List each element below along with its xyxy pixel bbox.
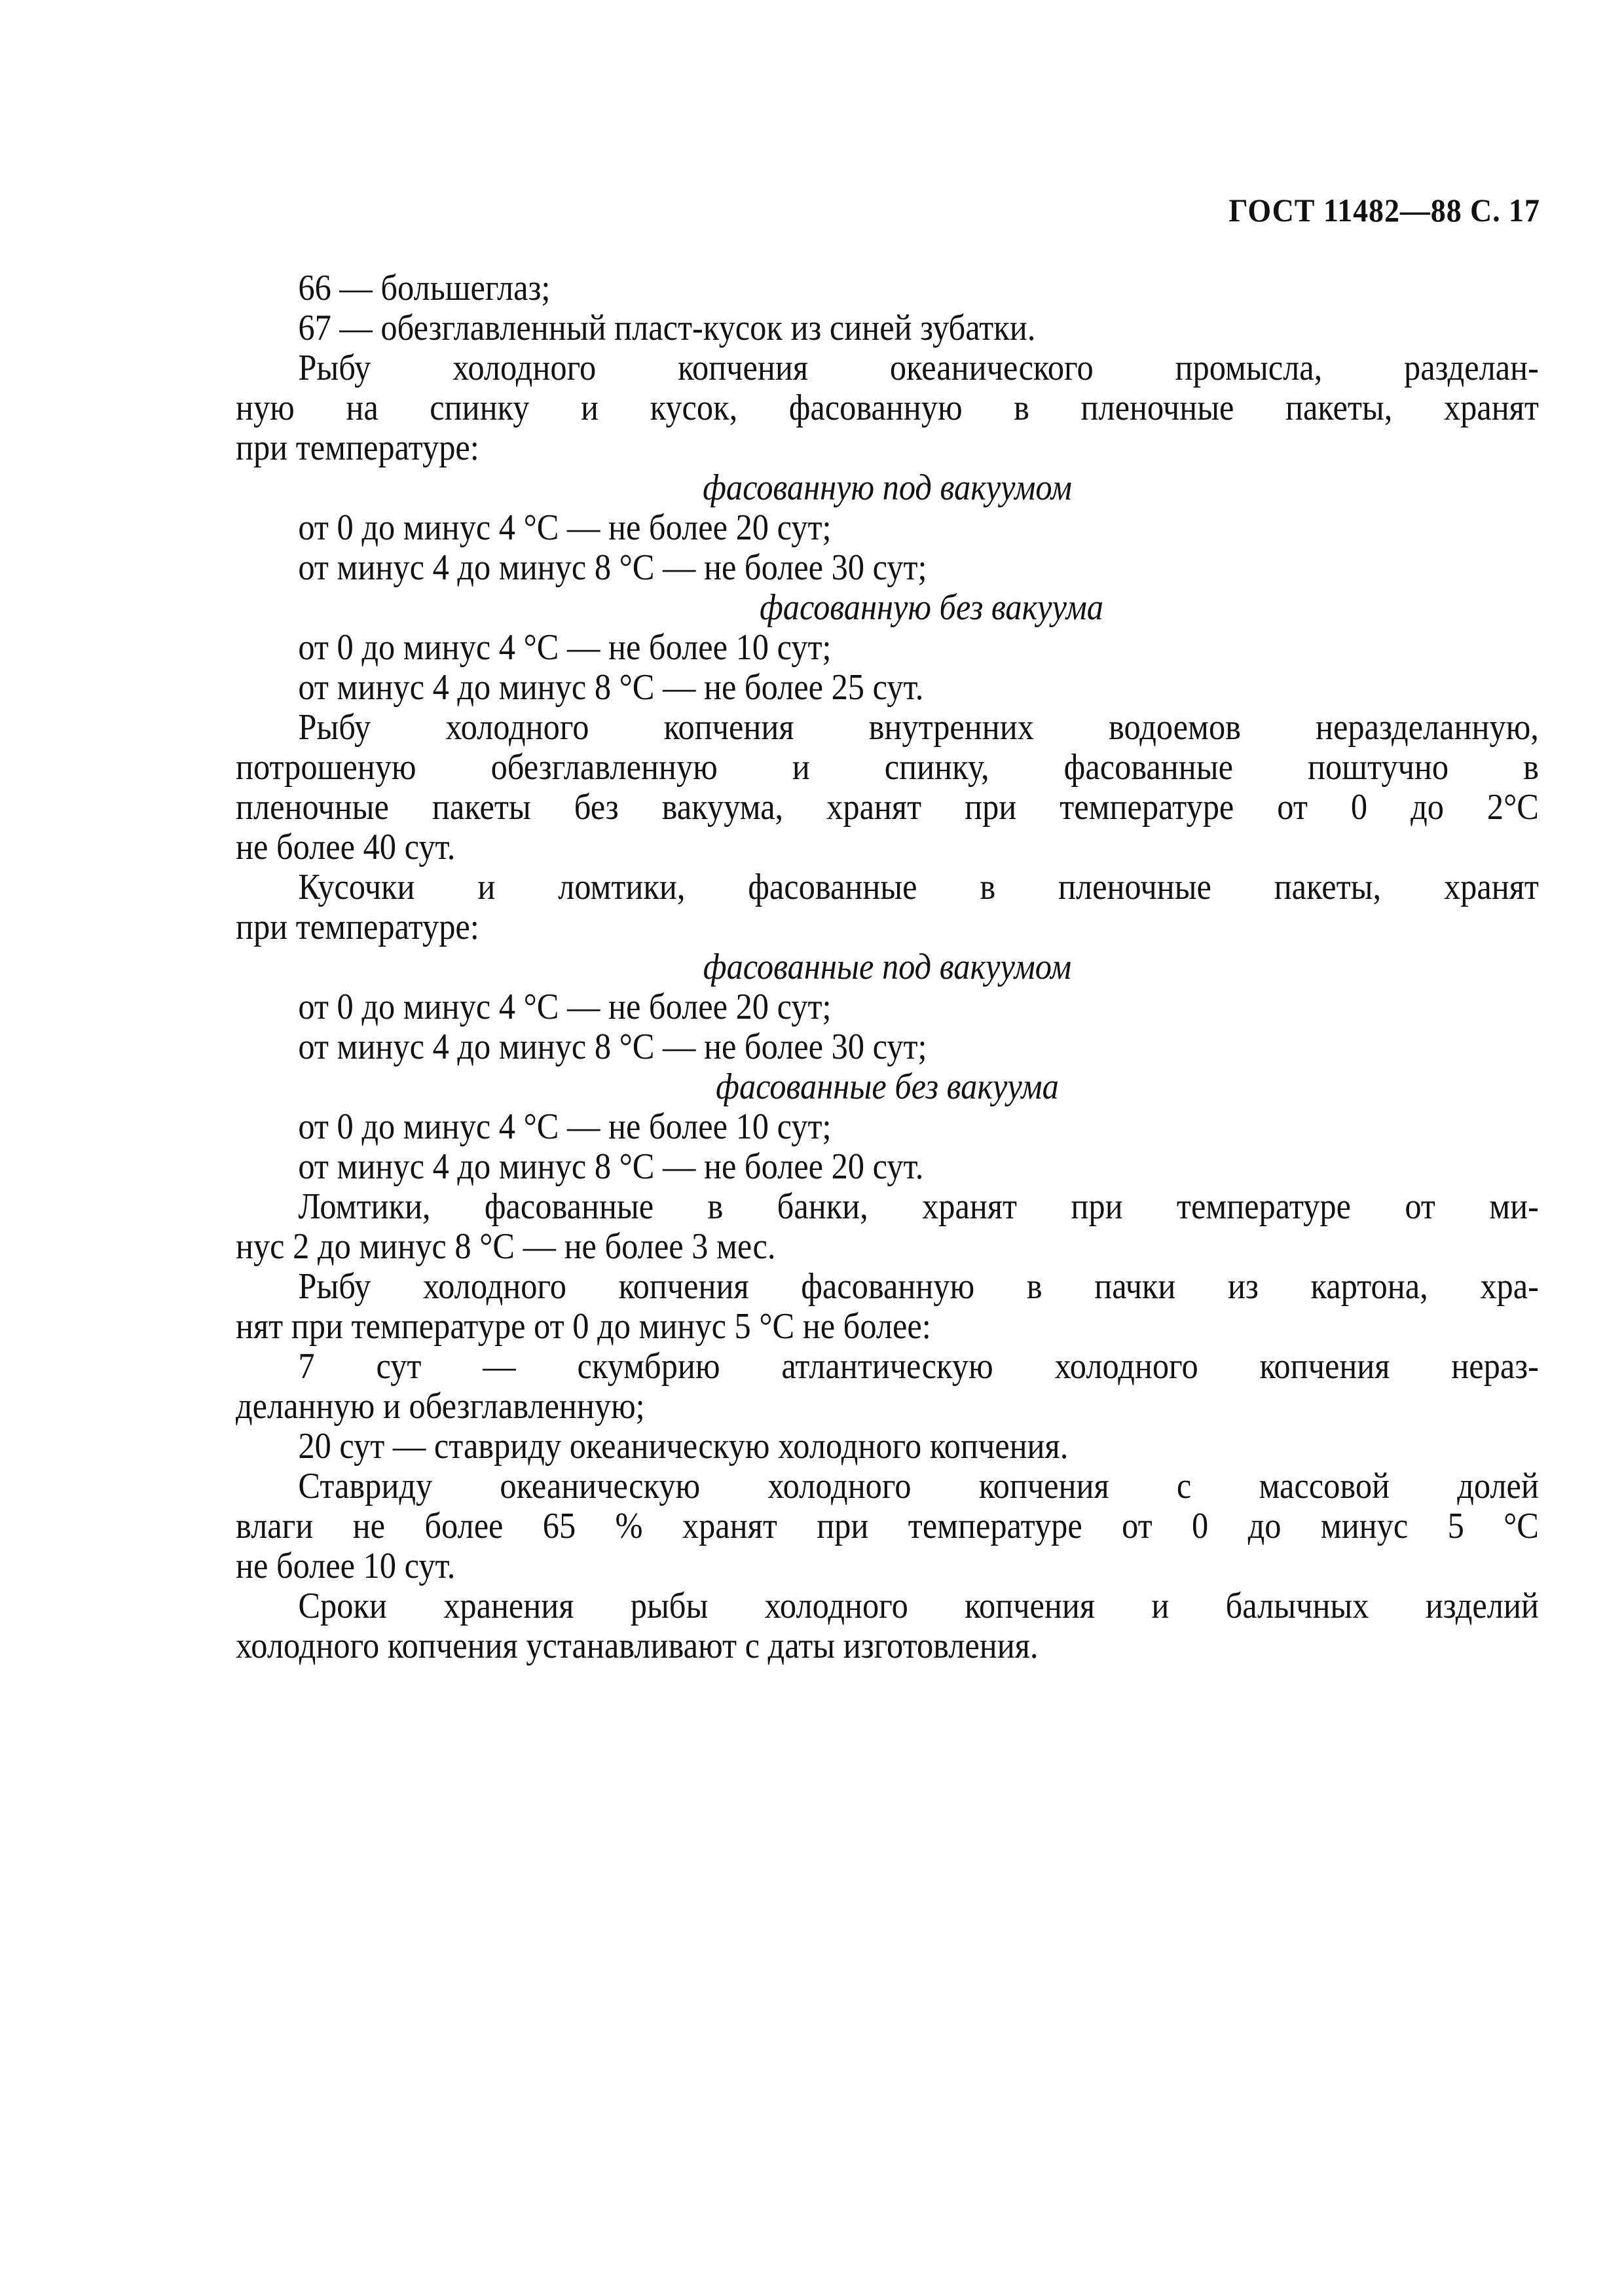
storage-line: от минус 4 до минус 8 °С — не более 25 сут.	[298, 667, 924, 708]
paragraph-line: при температуре:	[236, 907, 479, 947]
paragraph-mackerel	[236, 1347, 1539, 1427]
paragraph-line: Кусочки и ломтики, фасованные в пленочные пакеты, хранят	[298, 867, 1539, 907]
storage-line: от 0 до минус 4 °С — не более 20 сут;	[298, 987, 832, 1027]
paragraph-line: потрошеную обезглавленную и спинку, фасованные поштучно в	[236, 747, 1539, 788]
paragraph-line: холодного копчения устанавливают с даты изготовления.	[236, 1626, 1039, 1666]
paragraph-line: не более 40 сут.	[236, 827, 456, 867]
paragraph-line: при температуре:	[236, 428, 479, 468]
storage-line: от 0 до минус 4 °С — не более 20 сут;	[298, 507, 832, 548]
paragraph-cardboard	[236, 1267, 1539, 1347]
paragraph-line: не более 10 сут.	[236, 1546, 456, 1586]
paragraph-ocean-fish	[236, 348, 1539, 468]
paragraph-line: Рыбу холодного копчения фасованную в пачки из картона, хра-	[298, 1266, 1539, 1307]
paragraph-line: пленочные пакеты без вакуума, хранят при температуре от 0 до 2°С	[236, 787, 1539, 828]
list-item-67: 67 — обезглавленный пласт-кусок из синей зубатки.	[298, 308, 1036, 348]
paragraph-line: 7 сут — скумбрию атлантическую холодного копчения нераз-	[298, 1346, 1539, 1387]
paragraph-line: Сроки хранения рыбы холодного копчения и балычных изделий	[298, 1586, 1539, 1626]
subheading-no-vacuum-pieces: фасованные без вакуума	[716, 1066, 1059, 1107]
storage-line: от минус 4 до минус 8 °С — не более 20 сут.	[298, 1146, 924, 1187]
paragraph-line: Рыбу холодного копчения океанического промысла, разделан-	[298, 348, 1539, 388]
paragraph-inland-fish	[236, 708, 1539, 867]
paragraph-line: Ломтики, фасованные в банки, хранят при температуре от ми-	[298, 1186, 1539, 1227]
paragraph-line: нус 2 до минус 8 °С — не более 3 мес.	[236, 1226, 776, 1267]
paragraph-line: Рыбу холодного копчения внутренних водоемов неразделанную,	[298, 707, 1539, 748]
paragraph-line: влаги не более 65 % хранят при температуре от 0 до минус 5 °С	[236, 1506, 1539, 1546]
paragraph-line: ную на спинку и кусок, фасованную в пленочные пакеты, хранят	[236, 388, 1539, 428]
subheading-vacuum-pieces: фасованные под вакуумом	[703, 947, 1072, 987]
subheading-vacuum: фасованную под вакуумом	[703, 467, 1072, 508]
paragraph-moisture	[236, 1467, 1539, 1586]
list-item-66: 66 — большеглаз;	[298, 268, 551, 308]
storage-line: от 0 до минус 4 °С — не более 10 сут;	[298, 627, 832, 668]
storage-line: от минус 4 до минус 8 °С — не более 30 сут;	[298, 1027, 927, 1067]
storage-line-horse-mackerel: 20 сут — ставриду океаническую холодного копчения.	[298, 1426, 1069, 1467]
paragraph-pieces	[236, 867, 1539, 947]
page-header: ГОСТ 11482—88 С. 17	[1228, 192, 1540, 228]
paragraph-line: нят при температуре от 0 до минус 5 °С не более:	[236, 1306, 931, 1347]
paragraph-slices-cans	[236, 1187, 1539, 1267]
subheading-no-vacuum: фасованную без вакуума	[759, 587, 1104, 628]
paragraph-line: деланную и обезглавленную;	[236, 1386, 645, 1427]
storage-line: от 0 до минус 4 °С — не более 10 сут;	[298, 1106, 832, 1147]
paragraph-line: Ставриду океаническую холодного копчения с массовой долей	[298, 1466, 1539, 1506]
paragraph-terms	[236, 1586, 1539, 1666]
document-body	[236, 268, 1539, 1666]
storage-line: от минус 4 до минус 8 °С — не более 30 сут;	[298, 547, 927, 588]
